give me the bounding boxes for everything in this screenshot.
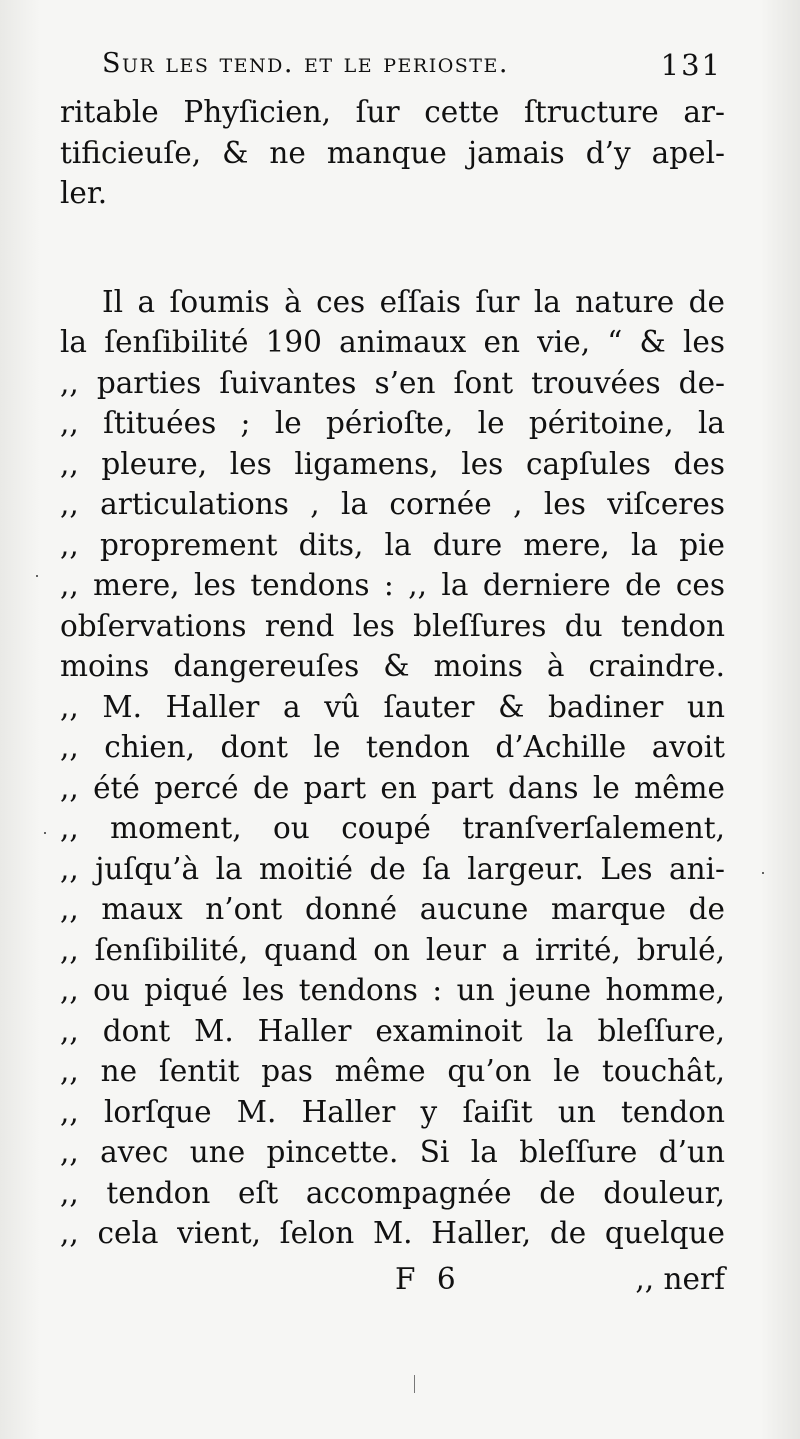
paper-mark bbox=[414, 1375, 415, 1393]
text-line: ,, été percé de part en part dans le même bbox=[60, 770, 725, 805]
text-line: Il a ſoumis à ces eſſais ſur la nature de bbox=[102, 284, 725, 319]
text-line: ,, tendon eſt accompagnée de douleur, bbox=[60, 1175, 725, 1210]
text-line: ,, parties ſuivantes s’en ſont trouvées de- bbox=[60, 365, 725, 400]
text-line: ,, ne ſentit pas même qu’on le touchât, bbox=[60, 1054, 725, 1088]
text-line: ,, ſtituées ; le périoſte, le péritoine, la bbox=[60, 406, 725, 440]
body-text bbox=[60, 92, 725, 1254]
signature-mark: F 6 bbox=[395, 1262, 462, 1296]
text-line: ler. bbox=[60, 176, 108, 210]
text-line: ,, juſqu’à la moitié de ſa largeur. Les ani- bbox=[60, 851, 725, 886]
ink-speck bbox=[762, 872, 764, 874]
text-line: ,, proprement dits, la dure mere, la pie bbox=[60, 527, 725, 562]
text-line: ,, avec une pincette. Si la bleſſure d’un bbox=[60, 1135, 725, 1169]
text-line: tificieuſe, & ne manque jamais d’y apel- bbox=[60, 135, 725, 170]
page-number: 131 bbox=[660, 48, 722, 82]
catchword: ,, nerf bbox=[635, 1262, 725, 1296]
text-line: ,, dont M. Haller examinoit la bleſſure, bbox=[60, 1013, 725, 1048]
text-line: ,, M. Haller a vû ſauter & badiner un bbox=[60, 689, 725, 724]
text-line: ,, lorſque M. Haller y ſaiſit un tendon bbox=[60, 1094, 725, 1129]
text-line: moins dangereuſes & moins à craindre. bbox=[60, 649, 725, 683]
text-line: ,, pleure, les ligamens, les capſules des bbox=[60, 446, 725, 481]
text-line: ,, mere, les tendons : ,, la derniere de ces bbox=[60, 568, 725, 602]
paragraph-break bbox=[60, 214, 725, 282]
text-line: ,, articulations , la cornée , les viſceres bbox=[60, 487, 725, 521]
text-line: ,, chien, dont le tendon d’Achille avoit bbox=[60, 730, 725, 764]
text-line: obſervations rend les bleſſures du tendon bbox=[60, 608, 725, 643]
ink-speck bbox=[36, 575, 38, 577]
page-header bbox=[102, 48, 722, 88]
ink-speck bbox=[44, 832, 46, 834]
page-footer bbox=[60, 1262, 725, 1302]
text-line: ,, ou piqué les tendons : un jeune homme, bbox=[60, 973, 725, 1007]
running-head: Sur les tend. et le perioste. bbox=[102, 48, 509, 79]
text-line: ritable Phyſicien, ſur cette ſtructure ar- bbox=[60, 95, 725, 129]
text-line: ,, ſenſibilité, quand on leur a irrité, brulé, bbox=[60, 932, 725, 967]
text-line: la ſenſibilité 190 animaux en vie, “ & les bbox=[60, 325, 725, 359]
text-line: ,, cela vient, ſelon M. Haller, de quelque bbox=[60, 1216, 725, 1250]
text-line: ,, maux n’ont donné aucune marque de bbox=[60, 892, 725, 926]
text-line: ,, moment, ou coupé tranſverſalement, bbox=[60, 811, 725, 845]
